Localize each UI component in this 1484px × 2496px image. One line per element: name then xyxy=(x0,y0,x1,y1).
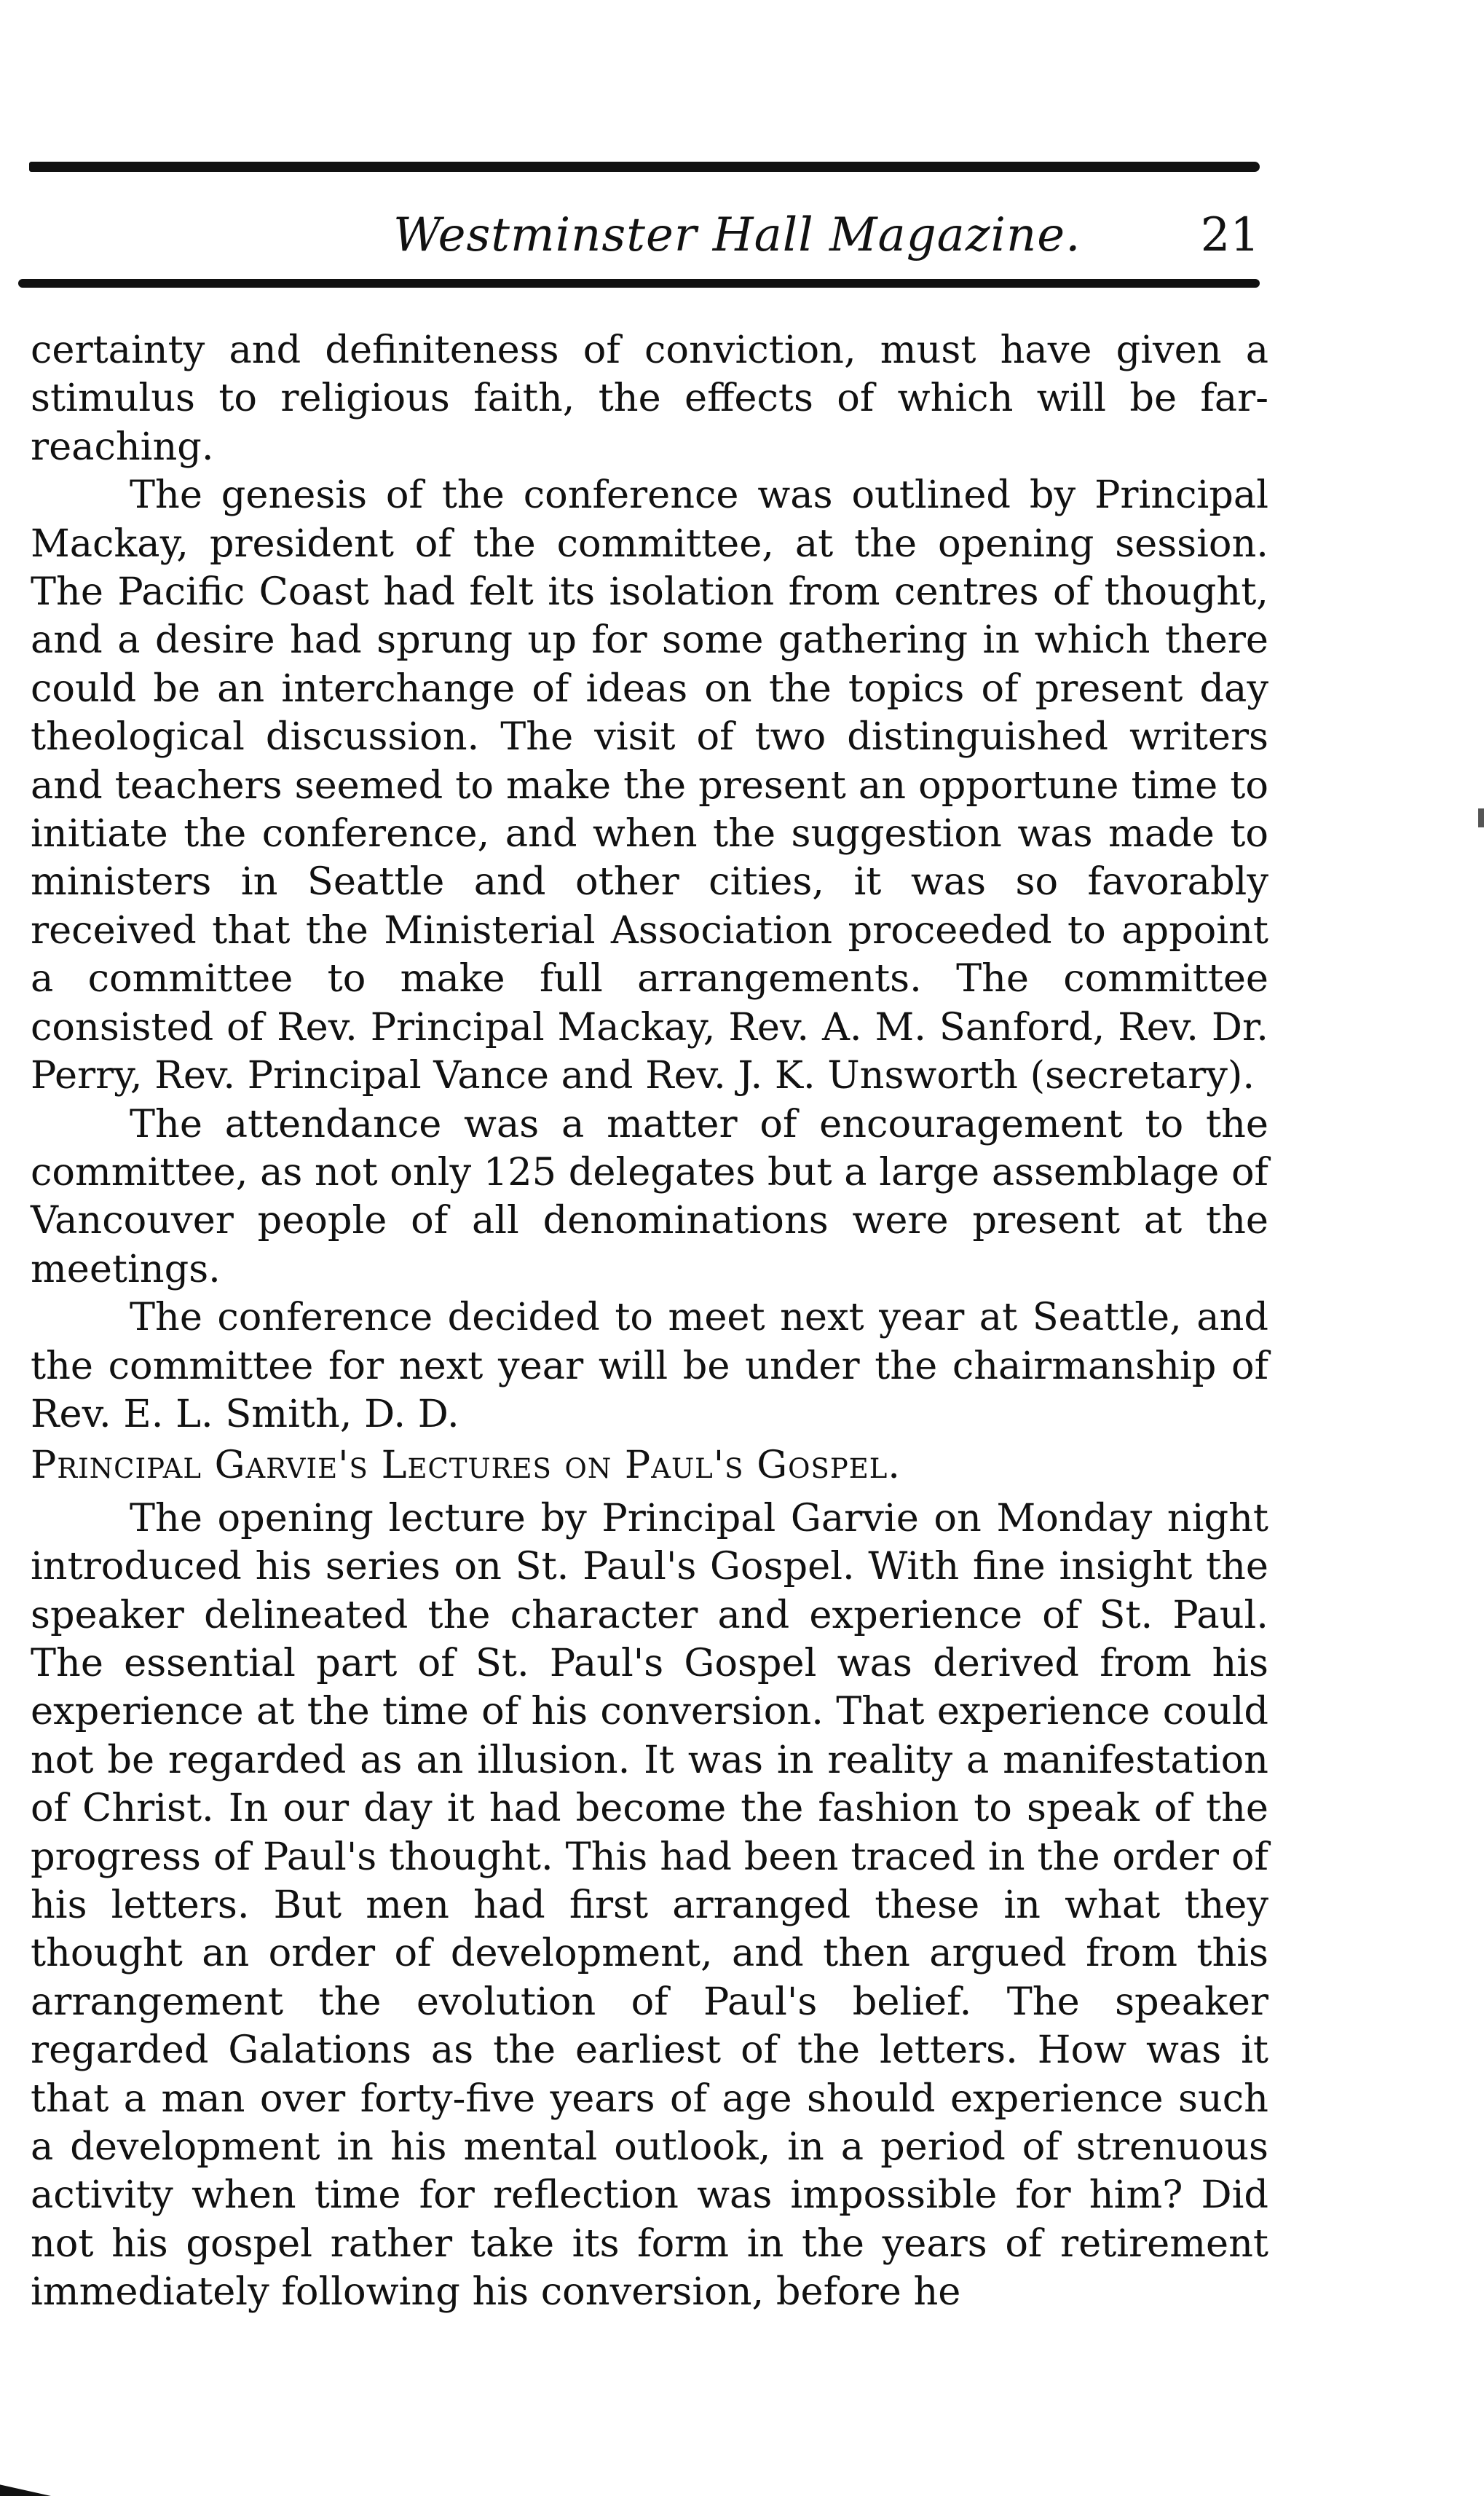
header-rule-bottom xyxy=(18,279,1260,288)
page-corner-shadow xyxy=(0,2477,51,2496)
section-heading: Principal Garvie's Lectures on Paul's Gospel. xyxy=(31,1443,901,1488)
header-rule-top xyxy=(29,162,1260,172)
paragraph-continuation: certainty and definiteness of conviction, must have given a stimulus to religious faith, the effects of which will be far-reaching. xyxy=(31,328,1268,469)
paragraph-genesis: The genesis of the conference was outlined by Principal Mackay, president of the committee, at the opening session. The Pacific Coast had felt its isolation from centres of thought, and a desire had sprung up for some gathering in which there could be an interchange of ideas on the topics of present day theological discussion. The visit of two distinguished writers and teachers seemed to make the present an opportune time to initiate the conference, and when the suggestion was made to ministers in Seattle and other cities, it was so favorably received that the Ministerial Association proceeded to appoint a committee to make full arrangements. The committee consisted of Rev. Principal Mackay, Rev. A. M. Sanford, Rev. Dr. Perry, Rev. Principal Vance and Rev. J. K. Unsworth (secretary). xyxy=(31,473,1268,1098)
page-number: 21 xyxy=(1200,208,1260,262)
running-header xyxy=(29,208,1260,274)
page-edge-mark xyxy=(1478,808,1484,827)
paragraph-garvie-lecture: The opening lecture by Principal Garvie on Monday night introduced his series on St. Paul's Gospel. With fine insight the speaker delineated the character and experience of St. Paul. The essential part of St. Paul's Gospel was derived from his experience at the time of his conversion. That experience could not be regarded as an illusion. It was in reality a manifestation of Christ. In our day it had become the fashion to speak of the progress of Paul's thought. This had been traced in the order of his letters. But men had first arranged these in what they thought an order of development, and then argued from this arrangement the evolution of Paul's belief. The speaker regarded Galations as the earliest of the letters. How was it that a man over forty-five years of age should experience such a development in his mental outlook, in a period of strenuous activity when time for reflection was impossible for him? Did not his gospel rather take its form in the years of retirement immediately following his conversion, before he xyxy=(31,1495,1268,2315)
paragraph-attendance: The attendance was a matter of encouragement to the committee, as not only 125 delegates but a large assemblage of Vancouver people of all denominations were present at the meetings. xyxy=(31,1101,1268,1291)
article-body xyxy=(31,326,1268,2317)
magazine-title: Westminster Hall Magazine. xyxy=(393,208,1081,262)
paragraph-next-conference: The conference decided to meet next year at Seattle, and the committee for next year will be under the chairmanship of Rev. E. L. Smith, D. D. xyxy=(31,1295,1268,1436)
